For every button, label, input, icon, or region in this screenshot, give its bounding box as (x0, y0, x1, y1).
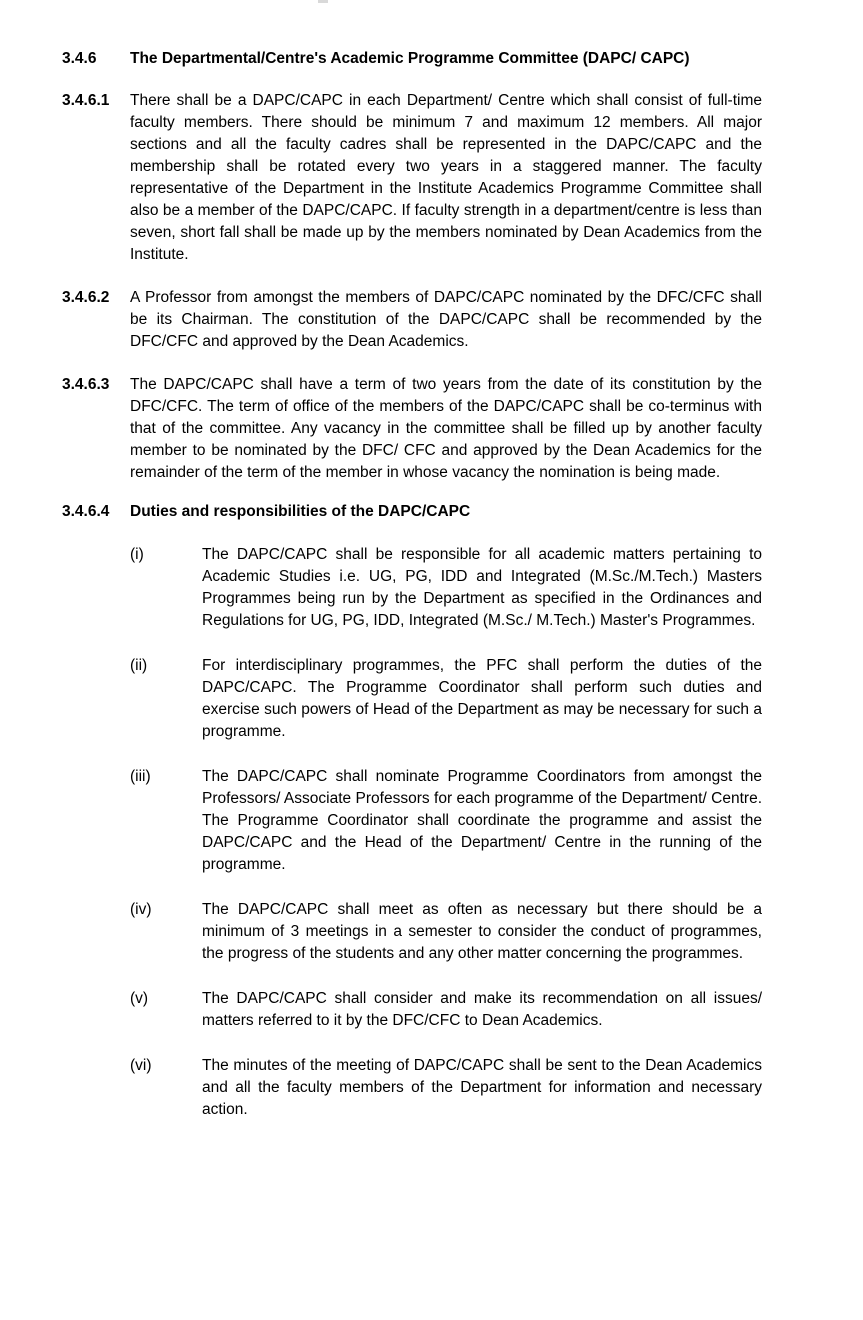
list-marker: (i) (130, 546, 144, 563)
section-number: 3.4.6.3 (62, 376, 110, 393)
section-number: 3.4.6.2 (62, 289, 110, 306)
section-number: 3.4.6.1 (62, 92, 110, 109)
list-item (130, 544, 762, 632)
duties-list (130, 544, 762, 1121)
list-text: The DAPC/CAPC shall be responsible for all academic matters pertaining to Academic Studies i.e. UG, PG, IDD and Integrated (M.Sc./M.Tech.) Masters Programmes being run by the Department as specified in the Ordinances and Regulations for UG, PG, IDD, Integrated (M.Sc./ M.Tech.) Master's Programmes. (202, 546, 762, 629)
section-heading: The Departmental/Centre's Academic Programme Committee (DAPC/ CAPC) (130, 50, 690, 67)
section-body: There shall be a DAPC/CAPC in each Department/ Centre which shall consist of full-time faculty members. There should be minimum 7 and maximum 12 members. All major sections and all the faculty cadres shall be represented in the DAPC/CAPC and the membership shall be rotated every two years in a staggered manner. The faculty representative of the Department in the Institute Academics Programme Committee shall also be a member of the DAPC/CAPC. If faculty strength in a department/centre is less than seven, short fall shall be made up by the members nominated by Dean Academics from the Institute. (130, 92, 762, 263)
list-item (130, 1055, 762, 1121)
list-text: The minutes of the meeting of DAPC/CAPC shall be sent to the Dean Academics and all the faculty members of the Department for information and necessary action. (202, 1057, 762, 1118)
section-3-4-6-2 (62, 287, 762, 353)
list-marker: (iv) (130, 901, 152, 918)
section-number: 3.4.6 (62, 50, 97, 67)
list-marker: (iii) (130, 768, 151, 785)
list-text: The DAPC/CAPC shall consider and make its recommendation on all issues/ matters referred to it by the DFC/CFC to Dean Academics. (202, 990, 762, 1029)
clipped-header-artifact (318, 0, 328, 3)
list-text: For interdisciplinary programmes, the PFC shall perform the duties of the DAPC/CAPC. The Programme Coordinator shall perform such duties and exercise such powers of Head of the Department as may be necessary for such a programme. (202, 657, 762, 740)
list-text: The DAPC/CAPC shall nominate Programme Coordinators from amongst the Professors/ Associate Professors for each programme of the Department/ Centre. The Programme Coordinator shall coordinate the programme and assist the DAPC/CAPC and the Head of the Department/ Centre in the running of the programme. (202, 768, 762, 873)
section-heading: Duties and responsibilities of the DAPC/CAPC (130, 503, 471, 520)
section-number: 3.4.6.4 (62, 503, 110, 520)
section-3-4-6-1 (62, 90, 762, 266)
section-3-4-6 (62, 48, 762, 70)
section-body: The DAPC/CAPC shall have a term of two years from the date of its constitution by the DFC/CFC. The term of office of the members of the DAPC/CAPC shall be co-terminus with that of the committee. Any vacancy in the committee shall be filled up by another faculty member to be nominated by the DFC/ CFC and approved by the Dean Academics for the remainder of the term of the member in whose vacancy the nomination is being made. (130, 376, 762, 481)
list-marker: (vi) (130, 1057, 152, 1074)
list-text: The DAPC/CAPC shall meet as often as necessary but there should be a minimum of 3 meetings in a semester to consider the conduct of programmes, the progress of the students and any other matter concerning the programmes. (202, 901, 762, 962)
list-item (130, 899, 762, 965)
section-3-4-6-3 (62, 374, 762, 484)
list-item (130, 655, 762, 743)
section-3-4-6-4 (62, 501, 762, 523)
list-item (130, 766, 762, 876)
list-marker: (v) (130, 990, 149, 1007)
section-body: A Professor from amongst the members of DAPC/CAPC nominated by the DFC/CFC shall be its Chairman. The constitution of the DAPC/CAPC shall be recommended by the DFC/CFC and approved by the Dean Academics. (130, 289, 762, 350)
list-marker: (ii) (130, 657, 148, 674)
list-item (130, 988, 762, 1032)
